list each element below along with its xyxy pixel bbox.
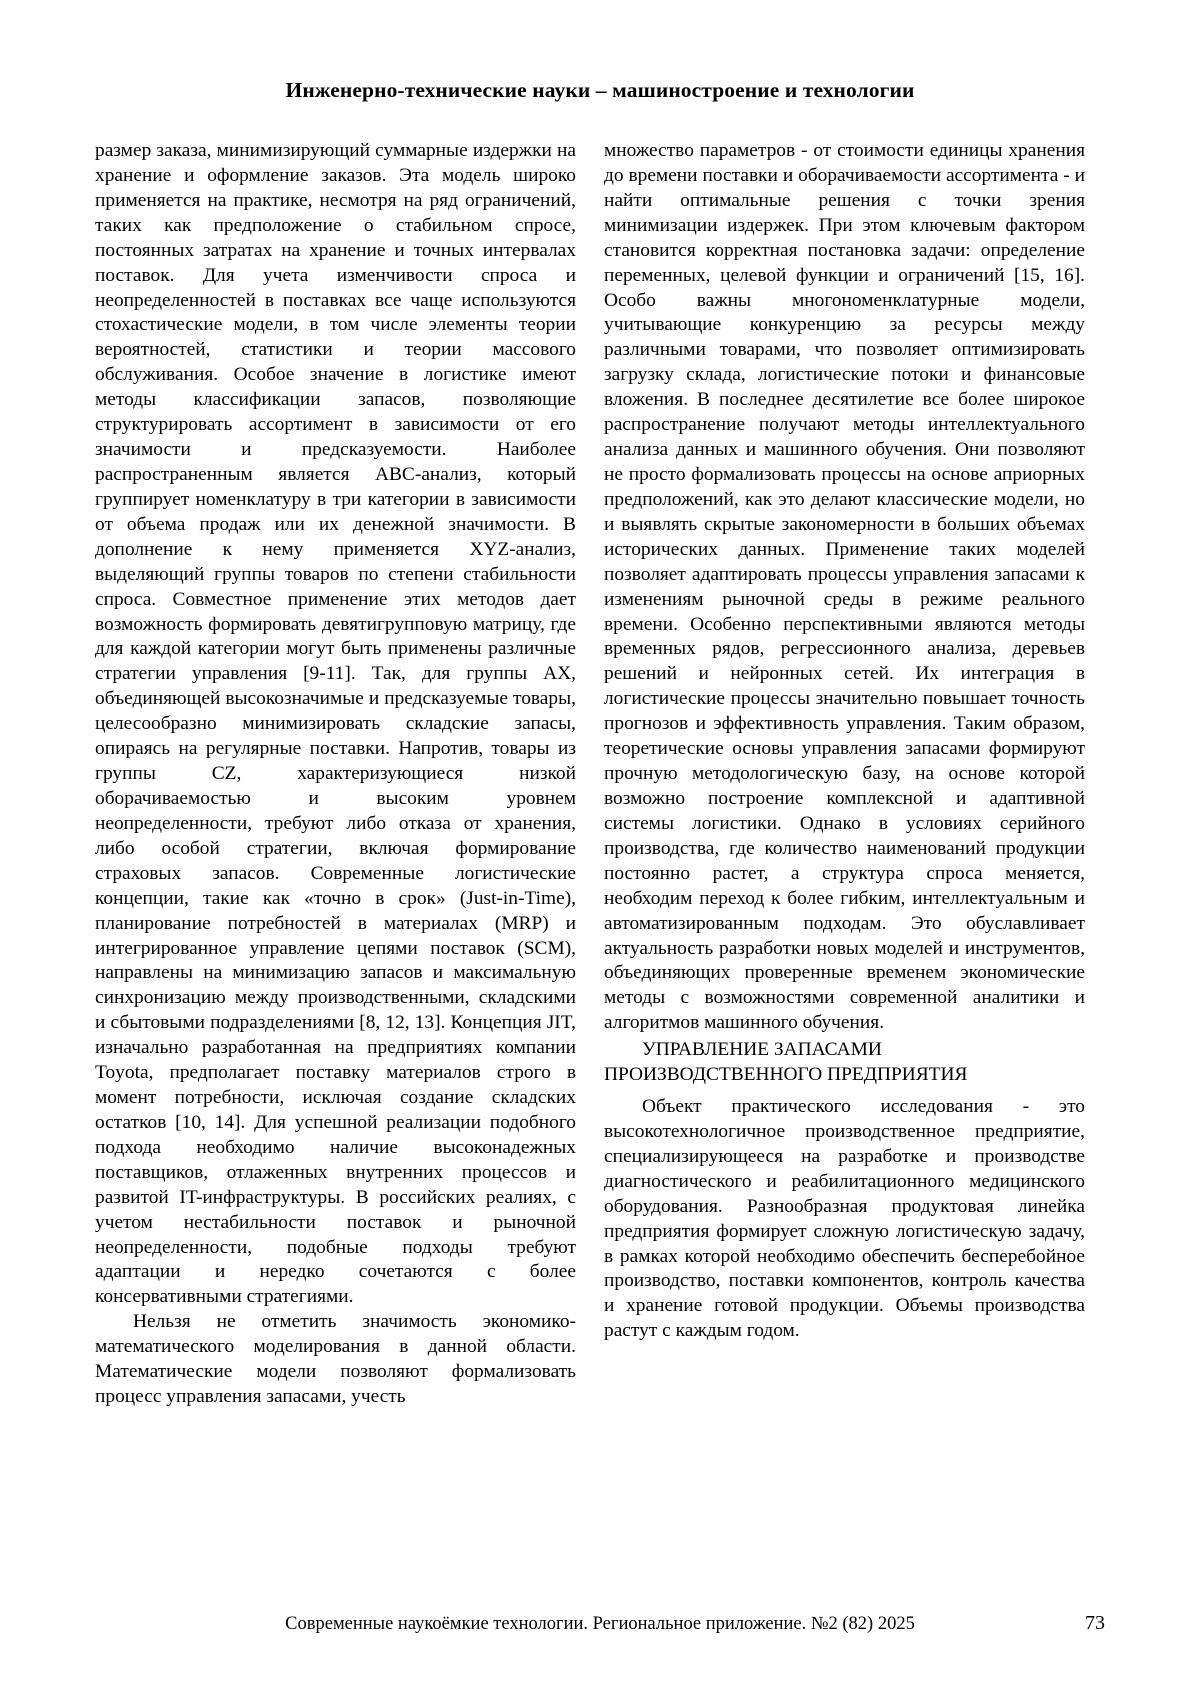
left-paragraph-2: Нельзя не отметить значимость экономико-математического моделирования в данной области. Математические модели позволяют формализовать процесс управления запасами, учесть [95,1311,576,1408]
left-column [95,139,576,1410]
right-column [604,139,1085,1344]
section-heading [604,1038,1085,1088]
right-paragraph-2: Объект практического исследования - это высокотехнологичное производственное предприятие, специализирующееся на разработке и производстве диагностического и реабилитационного медицинского оборудования. Разнообразная продуктовая линейка предприятия формирует сложную логистическую задачу, в рамках которой необходимо обеспечить бесперебойное производство, поставки компонентов, контроль качества и хранение готовой продукции. Объемы производства растут с каждым годом. [604,1096,1085,1342]
left-paragraph-1: размер заказа, минимизирующий суммарные издержки на хранение и оформление заказов. Эта модель широко применяется на практике, несмотря на ряд ограничений, таких как предположение о стабильном спросе, постоянных затратах на хранение и точных интервалах поставок. Для учета изменчивости спроса и неопределенностей в поставках все чаще используются стохастические модели, в том числе элементы теории вероятностей, статистики и теории массового обслуживания. Особое значение в логистике имеют методы классификации запасов, позволяющие структурировать ассортимент в зависимости от его значимости и предсказуемости. Наиболее распространенным является ABC-анализ, который группирует номенклатуру в три категории в зависимости от объема продаж или их денежной значимости. В дополнение к нему применяется XYZ-анализ, выделяющий группы товаров по степени стабильности спроса. Совместное применение этих методов дает возможность формировать девятигрупповую матрицу, где для каждой категории могут быть применены различные стратегии управления [9-11]. Так, для группы AX, объединяющей высокозначимые и предсказуемые товары, целесообразно минимизировать складские запасы, опираясь на регулярные поставки. Напротив, товары из группы CZ, характеризующиеся низкой оборачиваемостью и высоким уровнем неопределенности, требуют либо отказа от хранения, либо особой стратегии, включая формирование страховых запасов. Современные логистические концепции, такие как «точно в срок» (Just-in-Time), планирование потребностей в материалах (MRP) и интегрированное управление цепями поставок (SCM), направлены на минимизацию запасов и максимальную синхронизацию между производственными, складскими и сбытовыми подразделениями [8, 12, 13]. Концепция JIT, изначально разработанная на предприятиях компании Toyota, предполагает поставку материалов строго в момент потребности, исключая создание складских остатков [10, 14]. Для успешной реализации подобного подхода необходимо наличие высоконадежных поставщиков, отлаженных внутренних процессов и развитой IT-инфраструктуры. В российских реалиях, с учетом нестабильности поставок и рыночной неопределенности, подобные подходы требуют адаптации и нередко сочетаются с более консервативными стратегиями. [95,140,576,1308]
section-heading-line-2: ПРОИЗВОДСТВЕННОГО ПРЕДПРИЯТИЯ [604,1064,968,1086]
section-heading-line-1: УПРАВЛЕНИЕ ЗАПАСАМИ [642,1039,882,1061]
running-head: Инженерно-технические науки – машиностроение и технологии [285,78,915,102]
right-paragraph-1: множество параметров - от стоимости единицы хранения до времени поставки и оборачиваемости ассортимента - и найти оптимальные решения с точки зрения минимизации издержек. При этом ключевым фактором становится корректная постановка задачи: определение переменных, целевой функции и ограничений [15, 16]. Особо важны многономенклатурные модели, учитывающие конкуренцию за ресурсы между различными товарами, что позволяет оптимизировать загрузку склада, логистические потоки и финансовые вложения. В последнее десятилетие все более широкое распространение получают методы интеллектуального анализа данных и машинного обучения. Они позволяют не просто формализовать процессы на основе априорных предположений, как это делают классические модели, но и выявлять скрытые закономерности в больших объемах исторических данных. Применение таких моделей позволяет адаптировать процессы управления запасами к изменениям рыночной среды в режиме реального времени. Особенно перспективными являются методы временных рядов, регрессионного анализа, деревьев решений и нейронных сетей. Их интеграция в логистические процессы значительно повышает точность прогнозов и эффективность управления. Таким образом, теоретические основы управления запасами формируют прочную методологическую базу, на основе которой возможно построение комплексной и адаптивной системы логистики. Однако в условиях серийного производства, где количество наименований продукции постоянно растет, а структура спроса меняется, необходим переход к более гибким, интеллектуальным и автоматизированным подходам. Это обуславливает актуальность разработки новых моделей и инструментов, объединяющих проверенные временем экономические методы с возможностями современной аналитики и алгоритмов машинного обучения. [604,140,1085,1034]
footer-journal-line: Современные наукоёмкие технологии. Региональное приложение. №2 (82) 2025 [285,1614,915,1634]
two-column-body [95,139,1105,1410]
page-number: 73 [1085,1612,1105,1634]
page-footer [95,1612,1105,1635]
